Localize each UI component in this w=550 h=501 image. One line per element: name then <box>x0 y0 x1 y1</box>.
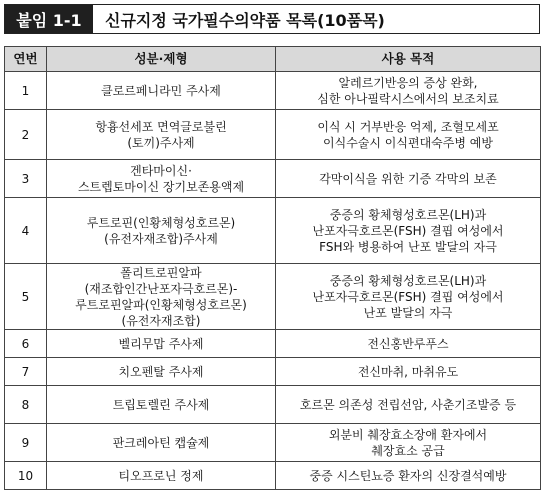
ingredient-cell <box>47 264 276 330</box>
ingredient-cell <box>47 386 276 424</box>
header-ingredient: 성분·제형 <box>47 47 276 72</box>
row-number: 8 <box>5 386 47 424</box>
purpose-line: 호르몬 의존성 전립선암, 사춘기조발증 등 <box>299 397 517 412</box>
purpose-cell <box>276 462 541 490</box>
row-number: 3 <box>5 160 47 198</box>
purpose-line: 난포자극호르몬(FSH) 결핍 여성에서 <box>312 223 504 238</box>
ingredient-cell <box>47 198 276 264</box>
purpose-line: 각막이식을 위한 기증 각막의 보존 <box>319 171 497 186</box>
purpose-line: 이식수술시 이식편대숙주병 예방 <box>323 135 493 150</box>
purpose-line: 전신홍반루푸스 <box>367 336 449 351</box>
header-purpose: 사용 목적 <box>276 47 541 72</box>
purpose-line: 심한 아나필락시스에서의 보조치료 <box>317 91 499 106</box>
purpose-line: 중증의 황체형성호르몬(LH)과 <box>329 207 487 222</box>
purpose-line: 췌장효소 공급 <box>371 443 445 458</box>
ingredient-cell <box>47 358 276 386</box>
row-number: 7 <box>5 358 47 386</box>
row-number: 5 <box>5 264 47 330</box>
purpose-line: 중증의 황체형성호르몬(LH)과 <box>329 273 487 288</box>
ingredient-cell <box>47 330 276 358</box>
row-number: 9 <box>5 424 47 462</box>
ingredient-line: 치오펜탈 주사제 <box>118 364 204 379</box>
table-row <box>5 330 541 358</box>
purpose-cell <box>276 110 541 160</box>
row-number: 6 <box>5 330 47 358</box>
table-row <box>5 462 541 490</box>
ingredient-line: 스트렙토마이신 장기보존용액제 <box>77 179 245 194</box>
essential-medicines-table <box>4 46 541 490</box>
table-row <box>5 264 541 330</box>
ingredient-line: (유전자재조합) <box>121 313 201 328</box>
row-number: 4 <box>5 198 47 264</box>
row-number: 1 <box>5 72 47 110</box>
table-row <box>5 424 541 462</box>
purpose-line: 외분비 췌장효소장애 환자에서 <box>328 427 488 442</box>
table-row <box>5 110 541 160</box>
ingredient-cell <box>47 462 276 490</box>
table-row <box>5 198 541 264</box>
table-row <box>5 72 541 110</box>
row-number: 2 <box>5 110 47 160</box>
purpose-cell <box>276 386 541 424</box>
ingredient-line: 판크레아틴 캡슐제 <box>112 435 210 450</box>
ingredient-line: 항흉선세포 면역글로불린 <box>95 119 227 134</box>
purpose-cell <box>276 264 541 330</box>
purpose-line: 전신마취, 마취유도 <box>357 364 459 379</box>
purpose-cell <box>276 72 541 110</box>
ingredient-cell <box>47 160 276 198</box>
ingredient-cell <box>47 424 276 462</box>
table-row <box>5 160 541 198</box>
appendix-tag: 붙임 1-1 <box>5 5 93 33</box>
document-title-bar <box>4 4 540 34</box>
ingredient-line: 루트로핀알파(인황체형성호르몬) <box>75 297 247 312</box>
ingredient-line: (유전자재조합)주사제 <box>104 231 218 246</box>
ingredient-cell <box>47 110 276 160</box>
ingredient-line: (토끼)주사제 <box>127 135 195 150</box>
purpose-line: 중증 시스틴뇨증 환자의 신장결석예방 <box>309 468 507 483</box>
ingredient-line: 벨리무맙 주사제 <box>118 336 204 351</box>
purpose-cell <box>276 160 541 198</box>
ingredient-line: 루트로핀(인황체형성호르몬) <box>86 215 236 230</box>
table-row <box>5 386 541 424</box>
header-number: 연번 <box>5 47 47 72</box>
purpose-line: 알레르기반응의 증상 완화, <box>338 75 478 90</box>
purpose-cell <box>276 358 541 386</box>
purpose-line: FSH와 병용하여 난포 발달의 자극 <box>319 239 497 254</box>
ingredient-line: 폴리트로핀알파 <box>120 265 202 280</box>
ingredient-line: 티오프로닌 정제 <box>118 468 204 483</box>
purpose-line: 이식 시 거부반응 억제, 조혈모세포 <box>317 119 499 134</box>
ingredient-line: 겐타마이신· <box>130 163 192 178</box>
ingredient-line: 트립토렐린 주사제 <box>112 397 210 412</box>
document-title: 신규지정 국가필수의약품 목록(10품목) <box>105 10 385 30</box>
purpose-cell <box>276 198 541 264</box>
ingredient-line: 클로르페니라민 주사제 <box>101 83 221 98</box>
purpose-cell <box>276 424 541 462</box>
ingredient-cell <box>47 72 276 110</box>
ingredient-line: (재조합인간난포자극호르몬)- <box>84 281 238 296</box>
purpose-cell <box>276 330 541 358</box>
table-row <box>5 358 541 386</box>
purpose-line: 난포 발달의 자극 <box>363 305 453 320</box>
table-header-row <box>5 47 541 72</box>
purpose-line: 난포자극호르몬(FSH) 결핍 여성에서 <box>312 289 504 304</box>
row-number: 10 <box>5 462 47 490</box>
